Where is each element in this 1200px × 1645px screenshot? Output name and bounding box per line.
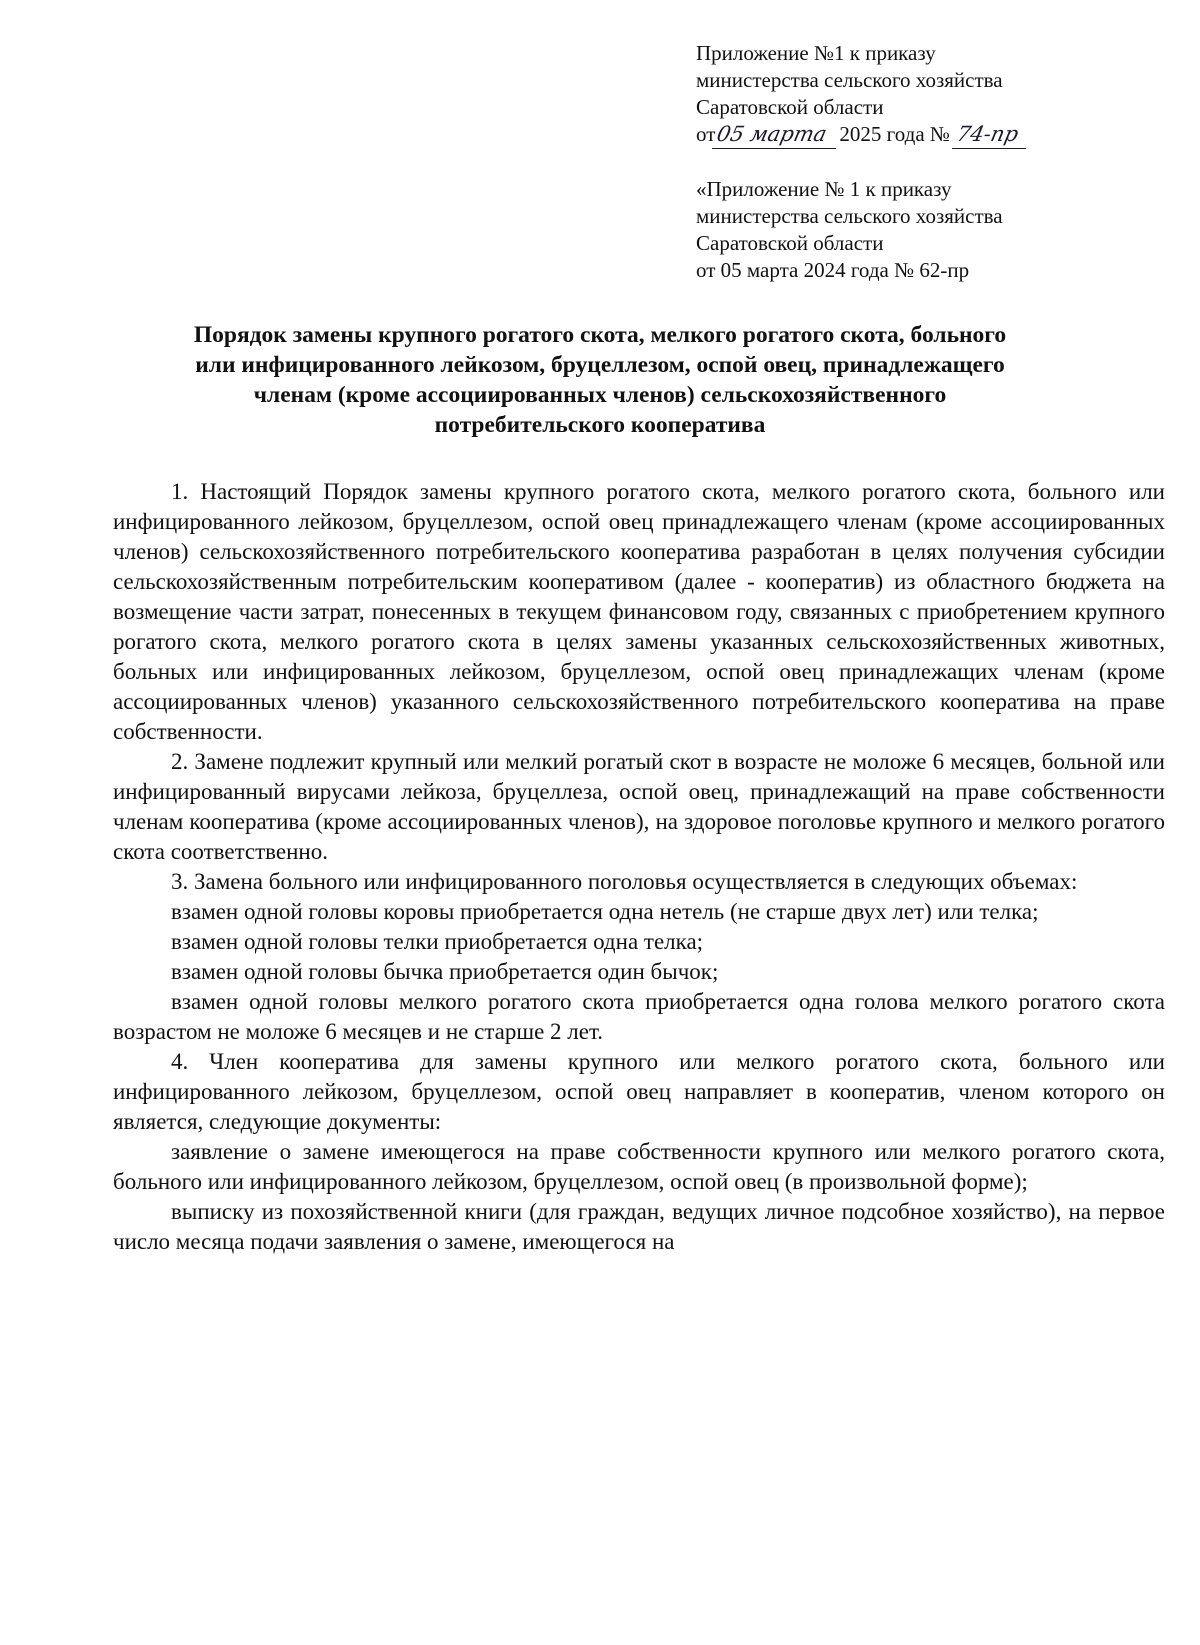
- annex-previous-stamp: [696, 176, 1176, 284]
- annex-current-year: 2025 года №: [839, 122, 950, 146]
- paragraph-3-item-heifer: взамен одной головы телки приобретается одна телка;: [171, 929, 704, 954]
- annex-previous-line4: от 05 марта 2024 года № 62-пр: [696, 258, 970, 282]
- annex-previous-line3: Саратовской области: [696, 231, 884, 255]
- paragraph-3-item-bull-calf: взамен одной головы бычка приобретается один бычок;: [171, 959, 719, 984]
- paragraph-4-item-extract: выписку из похозяйственной книги (для граждан, ведущих личное подсобное хозяйство), на первое число месяца подачи заявления о замене, имеющегося на: [113, 1199, 1165, 1254]
- annex-current-line3: Саратовской области: [696, 95, 884, 119]
- annex-current-line1: Приложение №1 к приказу: [696, 41, 936, 65]
- title-line4: потребительского кооператива: [434, 412, 766, 438]
- annex-current-line2: министерства сельского хозяйства: [696, 68, 1003, 92]
- paragraph-1: 1. Настоящий Порядок замены крупного рогатого скота, мелкого рогатого скота, больного или инфицированного лейкозом, бруцеллезом, оспой овец принадлежащего членам (кроме ассоциированных членов) сельскохозяйственного потребительского кооператива разработан в целях получения субсидии сельскохозяйственным потребительским кооперативом (далее - кооператив) из областного бюджета на возмещение части затрат, понесенных в текущем финансовом году, связанных с приобретением крупного рогатого скота, мелкого рогатого скота в целях замены указанных сельскохозяйственных животных, больных или инфицированных лейкозом, бруцеллезом, оспой овец принадлежащих членам (кроме ассоциированных членов) указанного сельскохозяйственного потребительского кооператива на праве собственности.: [113, 479, 1165, 744]
- document-title: [120, 320, 1080, 440]
- annex-current-date-handwritten: 05 марта: [712, 121, 842, 149]
- document-body: [113, 477, 1165, 1257]
- annex-previous-line1: «Приложение № 1 к приказу: [696, 177, 952, 201]
- annex-previous-line2: министерства сельского хозяйства: [696, 204, 1003, 228]
- annex-current-number-handwritten: 74-пр: [952, 121, 1032, 149]
- annex-current-date-prefix: от: [696, 122, 716, 146]
- paragraph-2: 2. Замене подлежит крупный или мелкий рогатый скот в возрасте не моложе 6 месяцев, больной или инфицированный вирусами лейкоза, бруцеллеза, оспой овец, принадлежащий на праве собственности членам кооператива (кроме ассоциированных членов), на здоровое поголовье крупного и мелкого рогатого скота соответственно.: [113, 749, 1165, 864]
- paragraph-4: 4. Член кооператива для замены крупного или мелкого рогатого скота, больного или инфицированного лейкозом, бруцеллезом, оспой овец направляет в кооператив, членом которого он является, следующие документы:: [113, 1049, 1165, 1134]
- paragraph-4-item-application: заявление о замене имеющегося на праве собственности крупного или мелкого рогатого скота, больного или инфицированного лейкозом, бруцеллезом, оспой овец (в произвольной форме);: [113, 1139, 1165, 1194]
- paragraph-3-item-small-cattle: взамен одной головы мелкого рогатого скота приобретается одна голова мелкого рогатого скота возрастом не моложе 6 месяцев и не старше 2 лет.: [113, 989, 1165, 1044]
- annex-current-date-line: [696, 121, 1176, 149]
- title-line1: Порядок замены крупного рогатого скота, мелкого рогатого скота, больного: [193, 322, 1007, 348]
- paragraph-3-item-cow: взамен одной головы коровы приобретается одна нетель (не старше двух лет) или телка;: [171, 899, 1039, 924]
- paragraph-3: 3. Замена больного или инфицированного поголовья осуществляется в следующих объемах:: [171, 869, 1078, 894]
- annex-current-stamp: [696, 40, 1176, 149]
- title-line3: членам (кроме ассоциированных членов) сельскохозяйственного: [253, 382, 947, 408]
- title-line2: или инфицированного лейкозом, бруцеллезом, оспой овец, принадлежащего: [195, 352, 1005, 378]
